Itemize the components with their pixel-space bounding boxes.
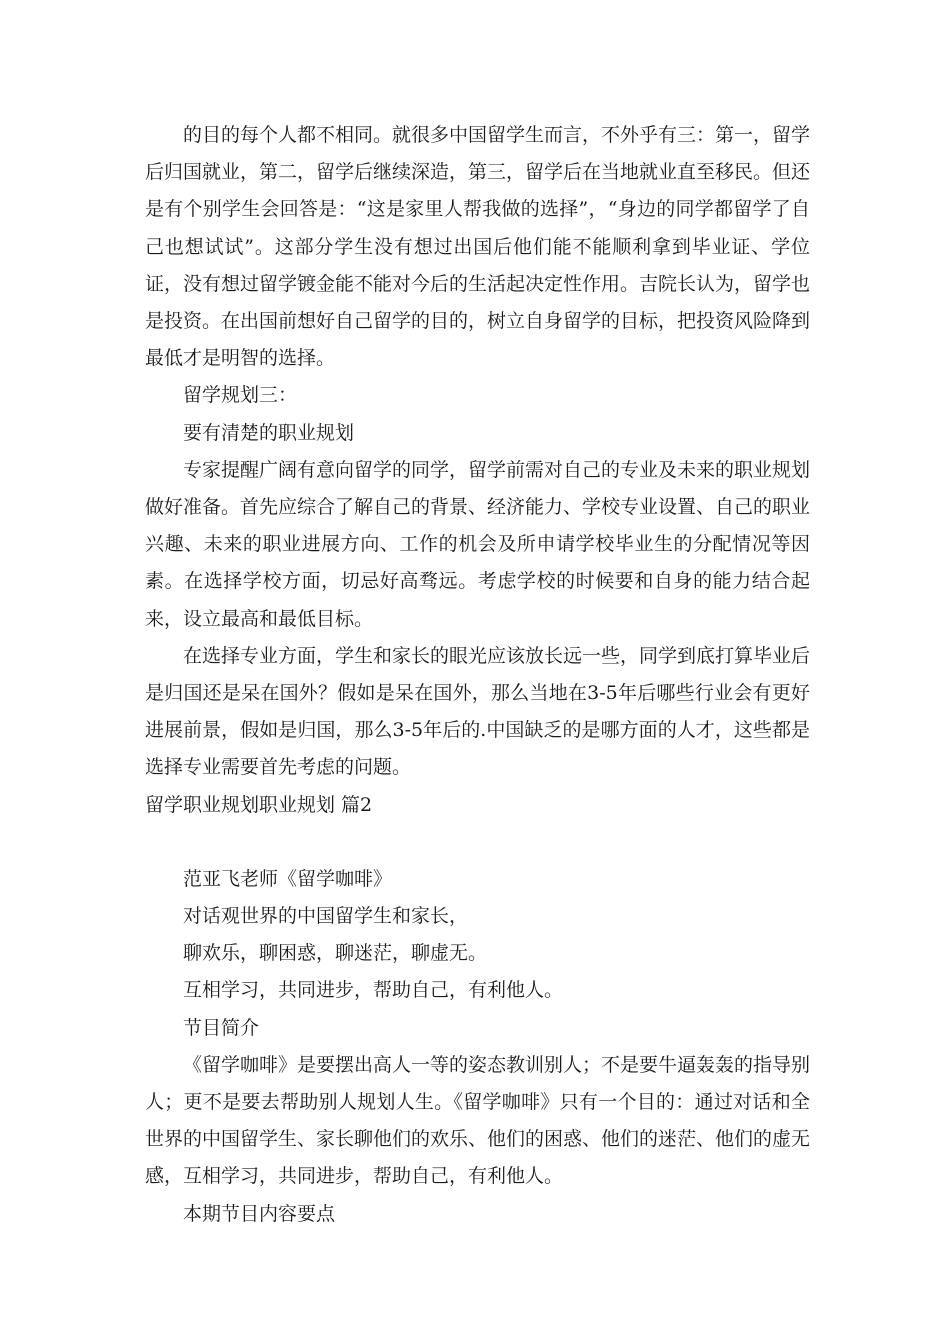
line-chat: 聊欢乐，聊困惑，聊迷茫，聊虚无。 [183,942,488,965]
paragraph-program-description: 《留学咖啡》是要摆出高人一等的姿态教训别人；不是要牛逼轰轰的指导别人；更不是要去帮助别人规划人生。《留学咖啡》只有一个目的：通过对话和全世界的中国留学生、家长聊他们的欢乐、他们的困惑、他们的迷茫、他们的虚无感，互相学习，共同进步，帮助自己，有利他人。 [145,1053,811,1188]
document-body [145,117,810,1233]
paragraph-purpose: 的目的每个人都不相同。就很多中国留学生而言，不外乎有三：第一，留学后归国就业，第二，留学后继续深造，第三，留学后在当地就业直至移民。但还是有个别学生会回答是：“这是家里人帮我做的选择”，“身边的同学都留学了自己也想试试”。这部分学生没有想过出国后他们能不能顺利拿到毕业证、学位证，没有想过留学镀金能不能对今后的生活起决定性作用。吉院长认为，留学也是投资。在出国前想好自己留学的目的，树立自身留学的目标，把投资风险降到最低才是明智的选择。 [145,124,811,370]
line-dialog: 对话观世界的中国留学生和家长， [183,905,469,928]
paragraph-major-choice: 在选择专业方面，学生和家长的眼光应该放长远一些，同学到底打算毕业后是归国还是呆在国外？假如是呆在国外，那么当地在3-5年后哪些行业会有更好进展前景，假如是归国，那么3-5年后的.中国缺乏的是哪方面的人才，这些都是选择专业需要首先考虑的问题。 [145,644,811,779]
line-teacher: 范亚飞老师《留学咖啡》 [183,867,393,890]
line-mutual: 互相学习，共同进步，帮助自己，有利他人。 [183,979,564,1002]
spacer [145,824,810,861]
line-program-intro: 节目简介 [183,1016,260,1039]
section-title: 留学职业规划职业规划 篇2 [145,793,373,816]
line-plan-three: 留学规划三： [183,384,298,407]
paragraph-expert-advice: 专家提醒广阔有意向留学的同学，留学前需对自己的专业及未来的职业规划做好准备。首先应综合了解自己的背景、经济能力、学校专业设置、自己的职业兴趣、未来的职业进展方向、工作的机会及所申请学校毕业生的分配情况等因素。在选择学校方面，切忌好高骛远。考虑学校的时候要和自身的能力结合起来，设立最高和最低目标。 [145,458,811,630]
line-career-plan: 要有清楚的职业规划 [183,421,355,444]
line-key-points: 本期节目内容要点 [183,1202,336,1225]
